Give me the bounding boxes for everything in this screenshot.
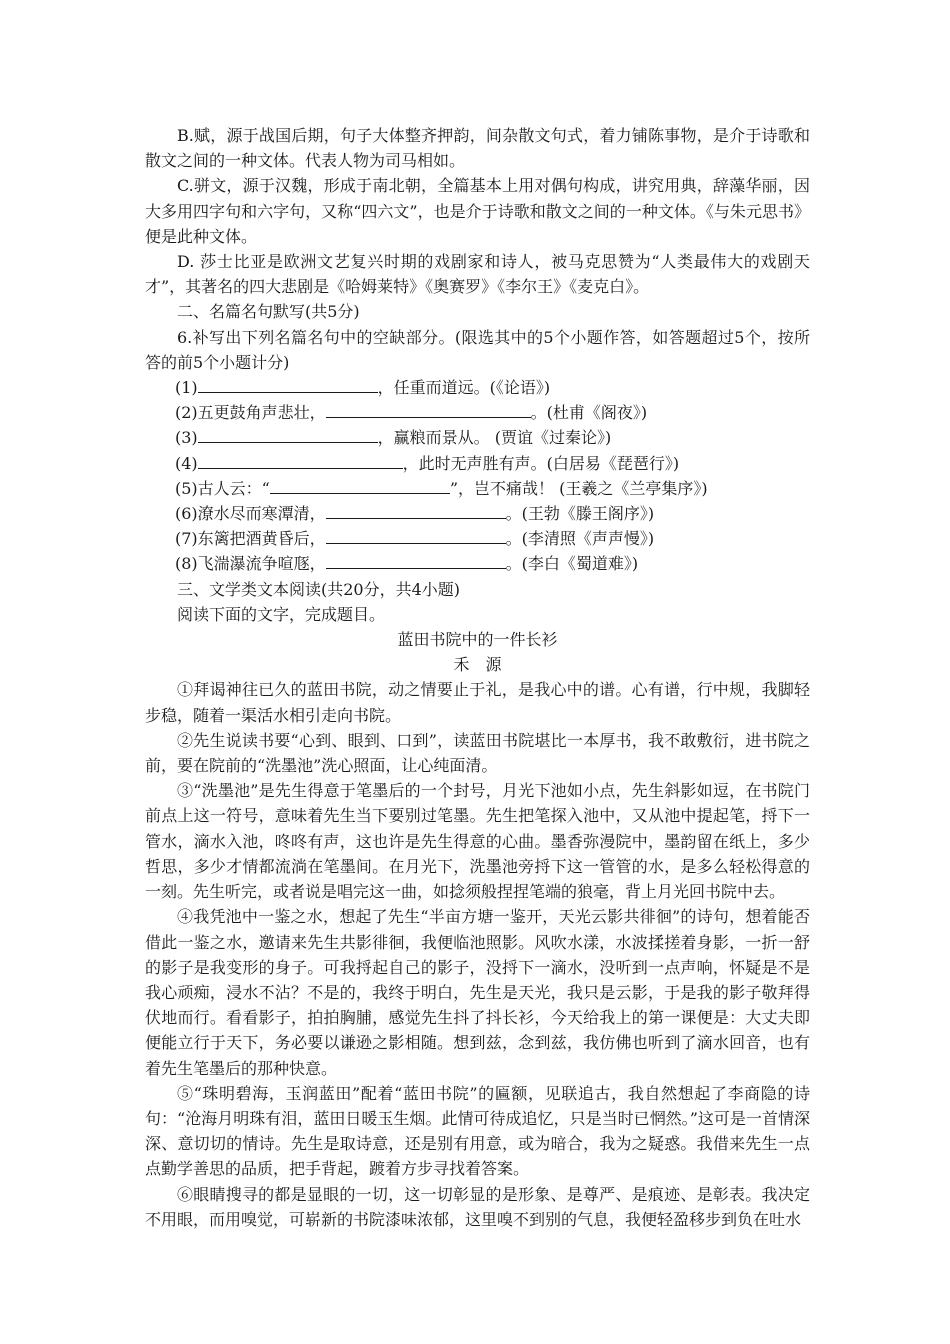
option-b: B.赋，源于战国后期，句子大体整齐押韵，间杂散文句式，着力铺陈事物，是介于诗歌和散文之间的一种文体。代表人物为司马相如。	[145, 126, 810, 171]
reading-instruction: 阅读下面的文字，完成题目。	[177, 604, 386, 624]
article-paragraph-4: ④我凭池中一鉴之水，想起了先生“半亩方塘一鉴开，天光云影共徘徊”的诗句，想着能否借此一鉴之水，邀请来先生共影徘徊，我便临池照影。风吹水漾，水波揉搓着身影，一折一舒的影子是我变形的身子。可我捋起自己的影子，没捋下一滴水，没听到一点声响，怀疑是不是我心顽痴，浸水不沾？不是的，我终于明白，先生是天光，我只是云影，于是我的影子敬拜得伏地而行。看看影子，拍拍胸脯，感觉先生抖了抖长衫，今天给我上的第一课便是：大丈夫即便能立行于天下，务必要以谦逊之影相随。想到兹，念到兹，我仿佛也听到了滴水回音，也有着先生笔墨后的那种快意。	[145, 907, 810, 1078]
article-paragraph-5: ⑤“珠明碧海，玉润蓝田”配着“蓝田书院”的匾额，见联追古，我自然想起了李商隐的诗句：“沧海月明珠有泪，蓝田日暖玉生烟。此情可待成追忆，只是当时已惘然。”这可是一首情深深、意切切的情诗。先生是取诗意，还是别有用意，或为暗合，我为之疑惑。我借来先生一点点勤学善思的品质，把手背起，踱着方步寻找着答案。	[145, 1083, 810, 1179]
fill-item-5: (5)古人云：“ ”，岂不痛哉！ (王羲之《兰亭集序》)	[145, 476, 810, 501]
question-6: 6.补写出下列名篇名句中的空缺部分。(限选其中的5个小题作答，如答题超过5个，按所答的前5个小题计分)	[145, 327, 810, 372]
answer-blank[interactable]	[326, 501, 506, 519]
fill-item-4: (4) ，此时无声胜有声。(白居易《琵琶行》)	[145, 451, 810, 476]
fill-item-3: (3) ，赢粮而景从。 (贾谊《过秦论》)	[145, 425, 810, 450]
answer-blank[interactable]	[326, 400, 531, 418]
article-paragraph-3: ③“洗墨池”是先生得意于笔墨后的一个封号，月光下池如小点，先生斜影如逗，在书院门前点上这一符号，意味着先生当下要别过笔墨。先生把笔探入池中，又从池中提起笔，捋下一管水，滴水入池，咚咚有声，这也许是先生得意的心曲。墨香弥漫院中，墨韵留在纸上，多少哲思，多少才情都流淌在笔墨间。在月光下，洗墨池旁捋下这一管管的水，是多么轻松得意的一刻。先生听完，或者说是唱完这一曲，如捻须般捏捏笔端的狼毫，背上月光回书院中去。	[145, 781, 810, 902]
fill-item-1: (1) ，任重而道远。(《论语》)	[145, 375, 810, 400]
article-paragraph-1: ①拜谒神往已久的蓝田书院，动之情要止于礼，是我心中的谱。心有谱，行中规，我脚轻步稳，随着一渠活水相引走向书院。	[145, 680, 810, 725]
answer-blank[interactable]	[198, 375, 378, 393]
section-3-heading: 三、文学类文本阅读(共20分，共4小题)	[177, 579, 461, 599]
answer-blank[interactable]	[198, 425, 378, 443]
option-d: D. 莎士比亚是欧洲文艺复兴时期的戏剧家和诗人，被马克思赞为“人类最伟大的戏剧天才”，其著名的四大悲剧是《哈姆莱特》《奥赛罗》《李尔王》《麦克白》。	[145, 252, 810, 297]
fill-item-8: (8)飞湍瀑流争喧豗， 。(李白《蜀道难》)	[145, 551, 810, 576]
fill-item-2: (2)五更鼓角声悲壮， 。(杜甫《阁夜》)	[145, 400, 810, 425]
article-paragraph-6: ⑥眼睛搜寻的都是显眼的一切，这一切彰显的是形象、是尊严、是痕迹、是彰表。我决定不用眼，而用嗅觉，可崭新的书院漆味浓郁，这里嗅不到别的气息，我便轻盈移步到负在吐水	[145, 1184, 810, 1229]
answer-blank[interactable]	[270, 476, 450, 494]
answer-blank[interactable]	[326, 551, 506, 569]
fill-item-6: (6)潦水尽而寒潭清， 。(王勃《滕王阁序》)	[145, 501, 810, 526]
article-author: 禾 源	[453, 655, 502, 675]
answer-blank[interactable]	[326, 526, 506, 544]
fill-item-7: (7)东篱把酒黄昏后， 。(李清照《声声慢》)	[145, 526, 810, 551]
article-paragraph-2: ②先生说读书要“心到、眼到、口到”，读蓝田书院堪比一本厚书，我不敢敷衍，进书院之前，要在院前的“洗墨池”洗心照面，让心纯面清。	[145, 730, 810, 776]
section-2-heading: 二、名篇名句默写(共5分)	[177, 302, 360, 322]
document-content	[145, 123, 810, 1232]
answer-blank[interactable]	[198, 451, 403, 469]
option-c: C.骈文，源于汉魏，形成于南北朝，全篇基本上用对偶句构成，讲究用典，辞藻华丽，因大多用四字句和六字句，又称“四六文”，也是介于诗歌和散文之间的一种文体。《与朱元思书》便是此种文体。	[145, 176, 810, 246]
article-title: 蓝田书院中的一件长衫	[397, 630, 558, 650]
